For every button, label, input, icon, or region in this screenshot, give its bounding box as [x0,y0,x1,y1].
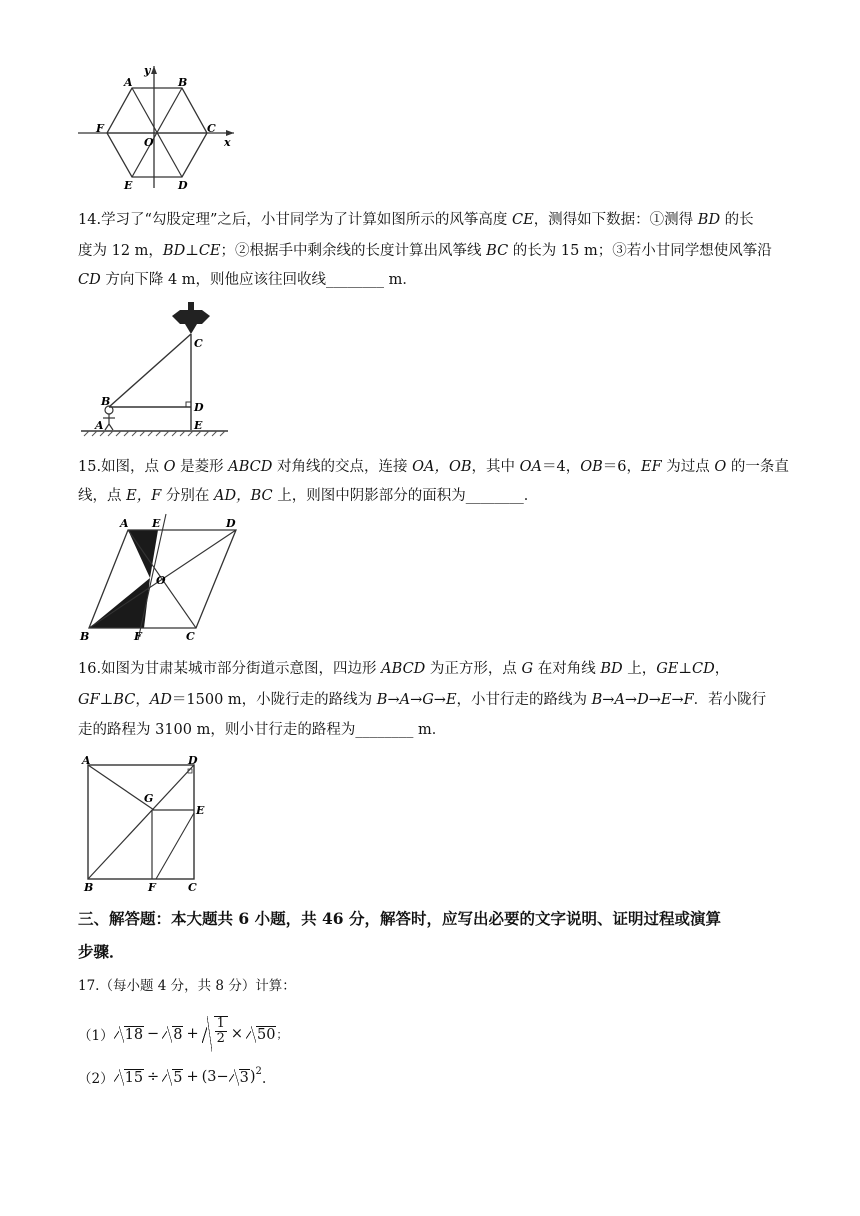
square-label-g: G [144,792,154,805]
square-label-e: E [196,804,205,817]
sqrt-half [202,1016,228,1052]
kite-label-a: A [95,419,104,432]
q14-line3: CD 方向下降 4 m，则他应该往回收线________ m． [78,272,417,288]
square-label-a: A [82,755,91,767]
rhombus-label-d: D [226,517,236,530]
fig13-label-x: x [224,136,231,149]
square-figure [78,755,218,895]
q14-line1: 14.学习了“勾股定理”之后，小甘同学为了计算如图所示的风筝高度 CE，测得如下数据：①测得 BD 的长 [78,212,754,228]
fig13-label-o: O [144,136,154,149]
fig13-label-a: A [124,76,133,89]
square-label-d: D [188,755,198,767]
q17-part2: （2） 15 ÷ 5 + (3− 3 ) $^2$ ． [78,1065,277,1087]
rhombus-label-c: C [186,630,195,643]
q15-line1: 15.如图，点 O 是菱形 ABCD 对角线的交点，连接 OA，OB，其中 OA＝4，OB＝6，EF 为过点 O 的一条直 [78,459,789,475]
kite-label-e: E [194,419,203,432]
rhombus-label-a: A [120,517,129,530]
square-label-f: F [148,881,156,894]
q15-line2: 线，点 E，F 分别在 AD，BC 上，则图中阴影部分的面积为________． [78,488,539,504]
q16-line3: 走的路程为 3100 m，则小甘行走的路程为________ m． [78,722,447,738]
rhombus-label-e: E [152,517,161,530]
sqrt-3: 3 [229,1069,250,1086]
square-label-b: B [84,881,94,894]
sqrt-8: 8 [162,1026,183,1043]
kite-icon [172,302,210,334]
hexagon-figure [74,60,244,196]
q17-header: 17.（每小题 4 分，共 8 分）计算： [78,978,296,994]
kite-figure [76,298,236,440]
sqrt-5: 5 [162,1069,183,1086]
fig13-label-b: B [178,76,188,89]
fig13-label-c: C [207,122,216,135]
square-label-c: C [188,881,197,894]
q16-line1: 16.如图为甘肃某城市部分街道示意图，四边形 ABCD 为正方形，点 G 在对角线 BD 上，GE⊥CD， [78,661,730,677]
rhombus-label-f: F [134,630,142,643]
kite-label-c: C [194,337,203,350]
kite-label-d: D [194,401,204,414]
sqrt-18: 18 [114,1026,144,1043]
fig13-label-y: y [144,64,151,77]
rhombus-figure [76,510,246,644]
kite-label-b: B [101,395,111,408]
fig13-label-e: E [124,179,133,192]
sqrt-50: 50 [246,1026,276,1043]
section3-title-line1: 三、解答题：本大题共 6 小题，共 46 分，解答时，应写出必要的文字说明、证明过程或演算 [78,909,721,928]
q16-line2: GF⊥BC，AD＝1500 m，小陇行走的路线为 B→A→G→E，小甘行走的路线为 B→A→D→E→F．若小陇行 [78,692,767,708]
rhombus-label-o: O [156,574,166,587]
fraction-one-half: $\frac{1}{2}$ [216,1016,225,1046]
fig13-label-f: F [96,122,104,135]
q14-line2: 度为 12 m，BD⊥CE；②根据手中剩余线的长度计算出风筝线 BC 的长为 15 m；③若小甘同学想使风筝沿 [78,243,772,259]
rhombus-label-b: B [80,630,90,643]
q17-part1: （1） 18 − 8 + $\frac{1}{2}$ × 50 ； [78,1012,287,1056]
section3-title-line2: 步骤． [78,942,125,961]
fig13-label-d: D [178,179,188,192]
sqrt-15: 15 [114,1069,144,1086]
